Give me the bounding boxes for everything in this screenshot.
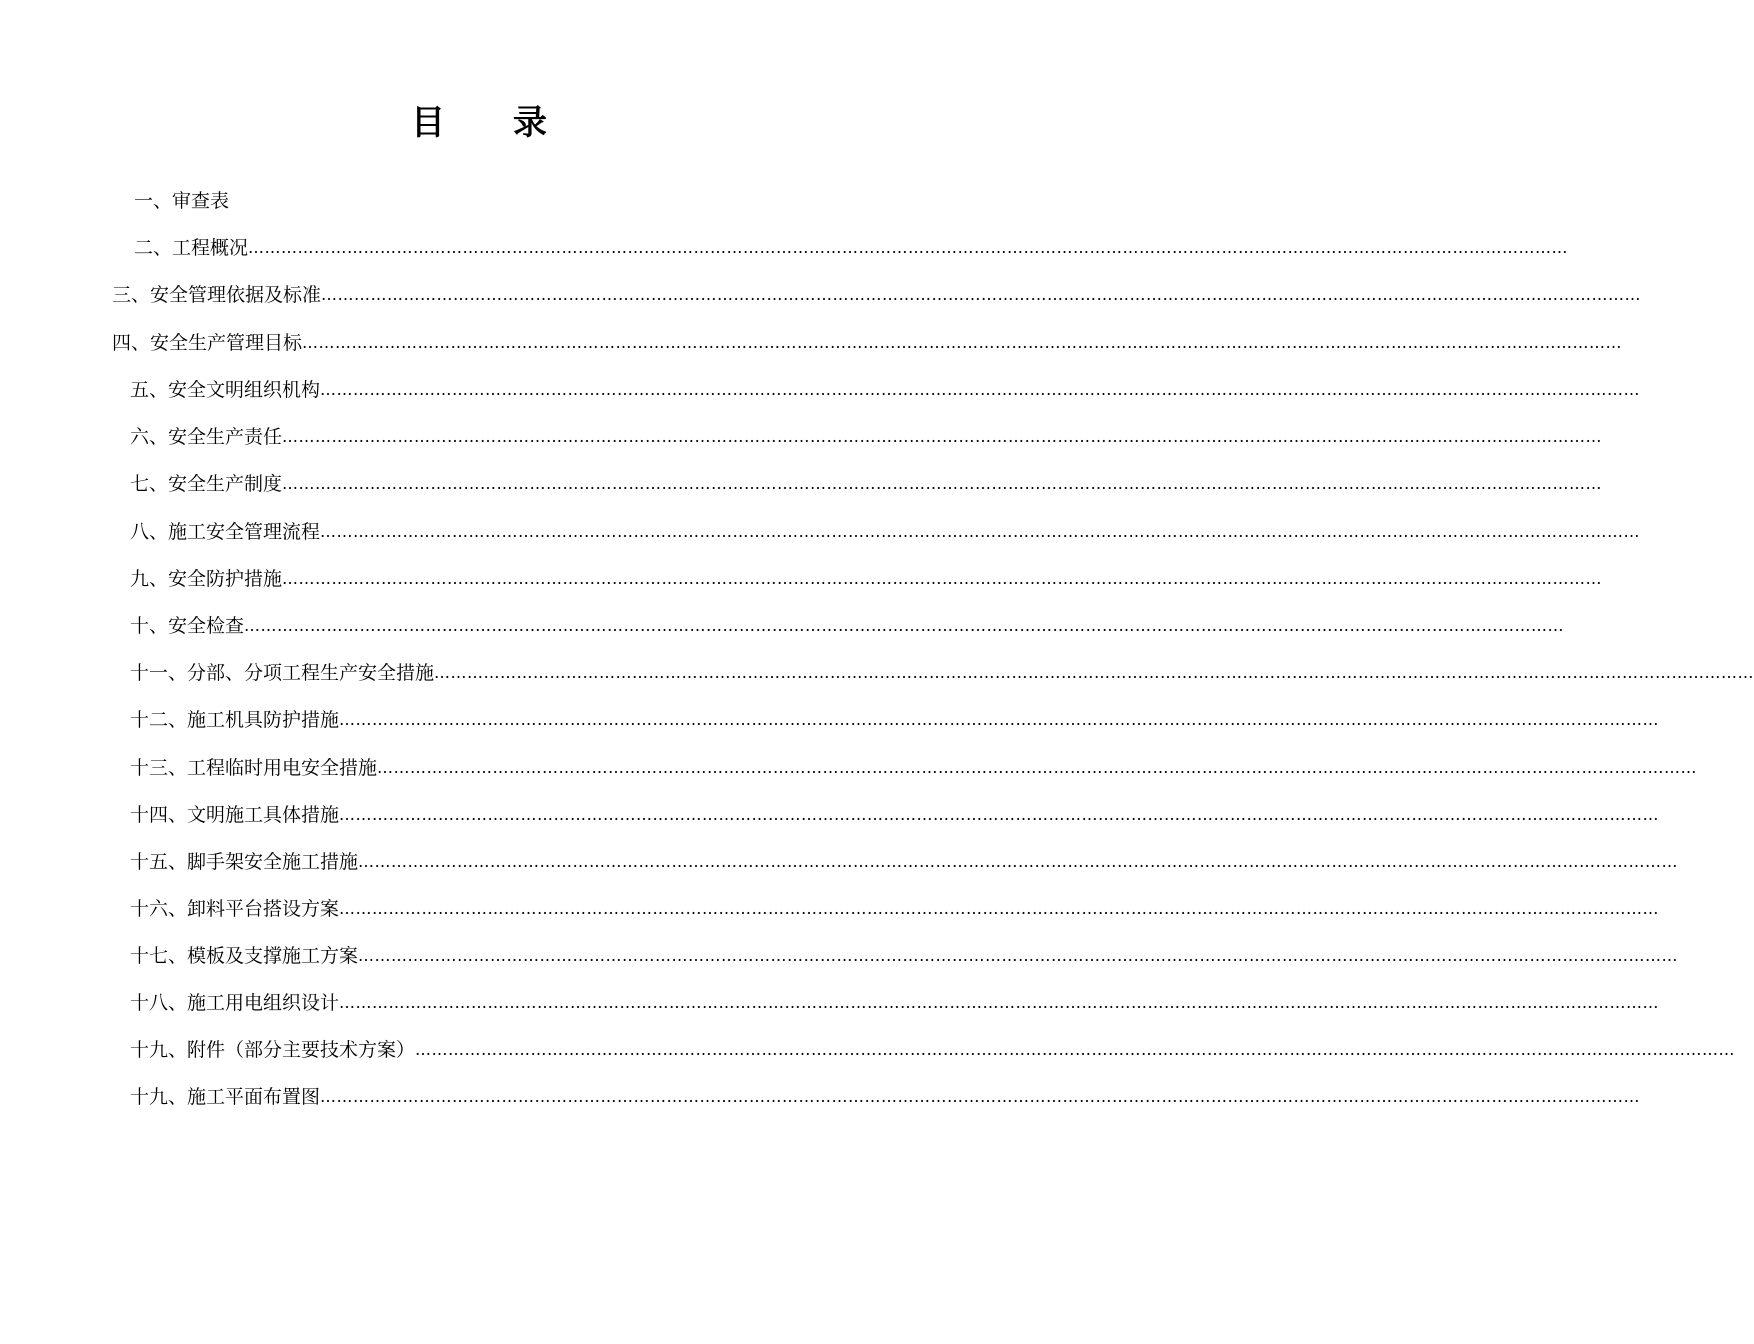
toc-entry-label: 六、安全生产责任 — [130, 426, 283, 448]
toc-entry-label: 三、安全管理依据及标准 — [112, 284, 322, 306]
toc-entry-label: 七、安全生产制度 — [130, 473, 283, 495]
toc-dot-leader: …………………………………………………………………………………………………………………………………………………………………………………………………………………… — [320, 1087, 1641, 1106]
toc-entry-label: 八、施工安全管理流程 — [130, 521, 321, 543]
toc-entry — [130, 941, 1679, 971]
toc-dot-leader: …………………………………………………………………………………………………………………………………………………………………………………………………………………… — [339, 805, 1660, 824]
toc-dot-leader: …………………………………………………………………………………………………………………………………………………………………………………………………………………… — [358, 852, 1679, 871]
toc-entry-label: 十五、脚手架安全施工措施 — [130, 851, 359, 873]
toc-entry-label: 十一、分部、分项工程生产安全措施 — [130, 662, 435, 684]
toc-entry — [130, 705, 1660, 735]
toc-entry-label: 五、安全文明组织机构 — [130, 379, 321, 401]
toc-entry — [134, 186, 229, 216]
toc-dot-leader: …………………………………………………………………………………………………………………………………………………………………………………………………………………… — [302, 333, 1623, 352]
toc-entry-label: 十九、施工平面布置图 — [130, 1086, 321, 1108]
toc-entry — [112, 328, 1623, 358]
toc-entry-label: 十九、附件（部分主要技术方案） — [130, 1039, 416, 1061]
toc-entry-label: 十二、施工机具防护措施 — [130, 709, 340, 731]
toc-dot-leader: …………………………………………………………………………………………………………………………………………………………………………………………………………………… — [320, 522, 1641, 541]
toc-entry — [130, 847, 1679, 877]
toc-dot-leader: …………………………………………………………………………………………………………………………………………………………………………………………………………………… — [339, 899, 1660, 918]
page-title: 目 录 — [411, 103, 547, 143]
toc-dot-leader: …………………………………………………………………………………………………………………………………………………………………………………………………………………… — [282, 427, 1603, 446]
toc-entry — [112, 280, 1642, 310]
toc-entry-label: 二、工程概况 — [134, 237, 249, 259]
toc-dot-leader: …………………………………………………………………………………………………………………………………………………………………………………………………………………… — [358, 946, 1679, 965]
toc-entry-label: 十八、施工用电组织设计 — [130, 992, 340, 1014]
toc-dot-leader: …………………………………………………………………………………………………………………………………………………………………………………………………………………… — [339, 710, 1660, 729]
toc-dot-leader: …………………………………………………………………………………………………………………………………………………………………………………………………………………… — [248, 238, 1569, 257]
toc-entry — [130, 375, 1641, 405]
toc-dot-leader: …………………………………………………………………………………………………………………………………………………………………………………………………………………… — [377, 758, 1698, 777]
toc-dot-leader: …………………………………………………………………………………………………………………………………………………………………………………………………………………… — [244, 616, 1565, 635]
toc-dot-leader: …………………………………………………………………………………………………………………………………………………………………………………………………………………… — [282, 569, 1603, 588]
toc-dot-leader: …………………………………………………………………………………………………………………………………………………………………………………………………………………… — [320, 380, 1641, 399]
toc-entry — [130, 564, 1603, 594]
toc-dot-leader: …………………………………………………………………………………………………………………………………………………………………………………………………………………… — [339, 993, 1660, 1012]
toc-entry-label: 十四、文明施工具体措施 — [130, 804, 340, 826]
toc-entry-label: 四、安全生产管理目标 — [112, 332, 303, 354]
toc-entry — [130, 658, 1754, 688]
toc-entry — [130, 422, 1603, 452]
toc-entry-label: 十六、卸料平台搭设方案 — [130, 898, 340, 920]
toc-entry — [130, 1082, 1641, 1112]
toc-entry — [130, 1035, 1736, 1065]
toc-entry — [130, 988, 1660, 1018]
toc-entry-label: 一、审查表 — [134, 190, 230, 212]
toc-entry — [130, 469, 1603, 499]
toc-entry — [130, 611, 1565, 641]
toc-entry-label: 十七、模板及支撑施工方案 — [130, 945, 359, 967]
toc-dot-leader: …………………………………………………………………………………………………………………………………………………………………………………………………………………… — [321, 285, 1642, 304]
toc-entry — [130, 753, 1698, 783]
toc-dot-leader: …………………………………………………………………………………………………………………………………………………………………………………………………………………… — [415, 1040, 1736, 1059]
toc-entry-label: 十三、工程临时用电安全措施 — [130, 757, 378, 779]
toc-entry-label: 九、安全防护措施 — [130, 568, 283, 590]
toc-entry-label: 十、安全检查 — [130, 615, 245, 637]
toc-entry — [130, 894, 1660, 924]
toc-dot-leader: …………………………………………………………………………………………………………………………………………………………………………………………………………………… — [282, 474, 1603, 493]
toc-dot-leader: …………………………………………………………………………………………………………………………………………………………………………………………………………………… — [434, 663, 1754, 682]
toc-entry — [130, 800, 1660, 830]
toc-entry — [130, 517, 1641, 547]
toc-entry — [134, 233, 1569, 263]
